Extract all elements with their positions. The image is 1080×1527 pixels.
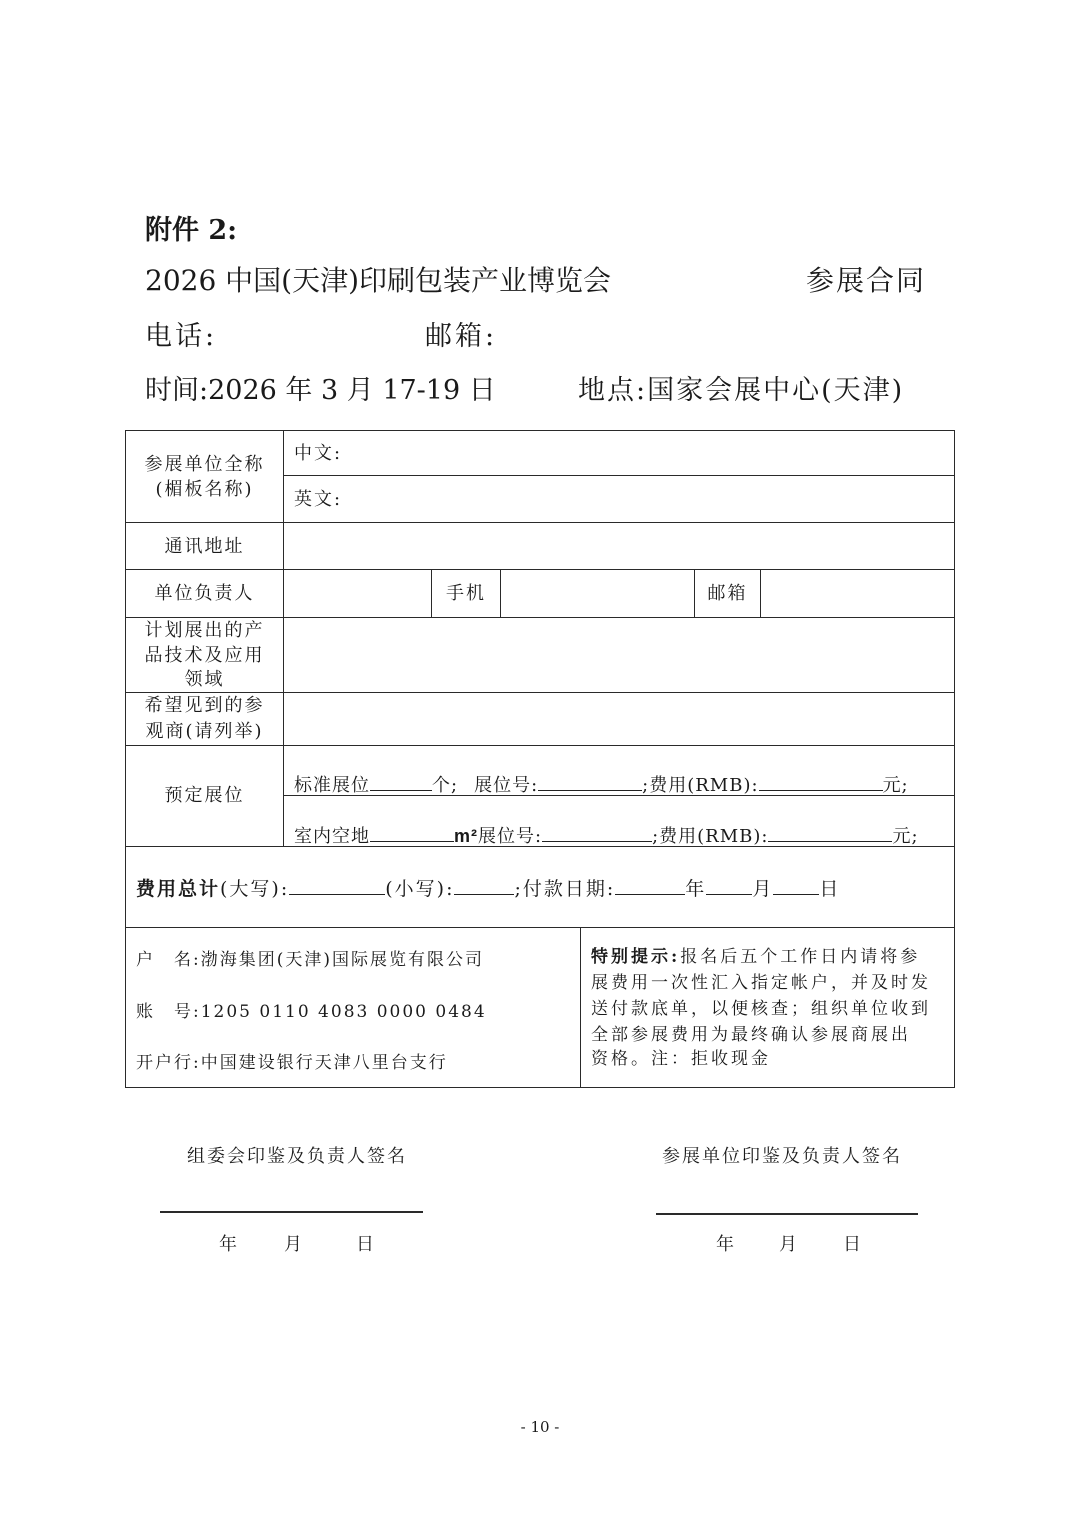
exhibitor-date-month: 月: [779, 1234, 799, 1255]
chinese-name-label: 中文:: [294, 443, 343, 464]
sqm-label: m²: [454, 826, 478, 846]
mobile-field[interactable]: [506, 575, 690, 611]
address-label: 通讯地址: [164, 536, 245, 557]
total-small-label: (小写):: [385, 878, 455, 900]
email-label: 邮箱:: [425, 321, 498, 352]
mobile-label: 手机: [446, 583, 486, 604]
exhibitor-name-label: 参展单位全称: [144, 454, 265, 475]
pay-date-label: 付款日期:: [522, 878, 616, 900]
pay-year-label: 年: [685, 878, 707, 900]
unit-ge-label: 个;: [432, 775, 459, 796]
person-in-charge-field[interactable]: [290, 575, 426, 611]
bank-branch: 开户行:中国建设银行天津八里台支行: [136, 1053, 448, 1073]
organizer-date-year: 年: [219, 1234, 239, 1255]
organizer-signature-line[interactable]: [160, 1211, 423, 1213]
booth-number-field-2[interactable]: [542, 821, 652, 842]
pay-month-field[interactable]: [706, 874, 752, 895]
fee-rmb-label-2: 费用(RMB):: [659, 826, 769, 847]
document-title: 2026 中国(天津)印刷包装产业博览会: [145, 264, 612, 297]
pay-year-field[interactable]: [615, 874, 685, 895]
pay-day-label: 日: [819, 878, 841, 900]
standard-booth-count-field[interactable]: [370, 770, 432, 791]
document-title-right: 参展合同: [806, 264, 927, 297]
products-field[interactable]: [290, 623, 948, 687]
notice-line-2: 展费用一次性汇入指定帐户，并及时发: [591, 973, 931, 993]
organizer-signature-label: 组委会印鉴及负责人签名: [187, 1146, 407, 1167]
pay-day-field[interactable]: [773, 874, 819, 895]
attachment-label: 附件 2:: [145, 215, 238, 246]
page-number: - 10 -: [520, 1418, 560, 1436]
fascia-name-label: (楣板名称): [155, 479, 254, 500]
products-label-line1: 计划展出的产: [144, 620, 265, 641]
account-name: 户 名:渤海集团(天津)国际展览有限公司: [136, 950, 484, 970]
notice-line-1: 特别提示:报名后五个工作日内请将参: [591, 947, 921, 967]
booth-number-label: 展位号:: [474, 775, 539, 796]
event-location: 地点:国家会展中心(天津): [578, 375, 905, 406]
yuan-label: 元;: [882, 775, 909, 796]
indoor-space-label: 室内空地: [294, 826, 370, 847]
visitors-label-line1: 希望见到的参: [144, 695, 265, 716]
fee-rmb-label: 费用(RMB):: [649, 775, 759, 796]
total-capital-label: (大写):: [220, 878, 290, 900]
visitors-field[interactable]: [290, 698, 948, 740]
notice-line-3: 送付款底单，以便核查；组织单位收到: [591, 999, 931, 1019]
visitors-label-line2: 观商(请列举): [145, 721, 264, 742]
total-small-field[interactable]: [454, 874, 514, 895]
person-in-charge-label: 单位负责人: [154, 583, 255, 604]
notice-label: 特别提示:: [591, 947, 681, 967]
organizer-date-day: 日: [356, 1234, 376, 1255]
notice-line-5: 资格。注：拒收现金: [591, 1049, 771, 1069]
fee-total-label: 费用总计: [136, 878, 221, 900]
pay-month-label: 月: [752, 878, 774, 900]
notice-line-4: 全部参展费用为最终确认参展商展出: [591, 1025, 911, 1045]
space-fee-field[interactable]: [768, 821, 892, 842]
indoor-space-area-field[interactable]: [370, 821, 454, 842]
total-capital-field[interactable]: [289, 874, 385, 895]
fee-total-line: 费用总计(大写): (小写): ;付款日期: 年 月 日: [136, 874, 840, 901]
organizer-date-month: 月: [284, 1234, 304, 1255]
email-field-label: 邮箱: [707, 583, 748, 604]
address-field[interactable]: [290, 528, 948, 564]
standard-booth-label: 标准展位: [294, 775, 370, 796]
account-number: 账 号:1205 0110 4083 0000 0484: [136, 1002, 487, 1022]
phone-label: 电话:: [145, 321, 218, 352]
exhibitor-signature-line[interactable]: [656, 1213, 918, 1215]
english-name-label: 英文:: [294, 489, 343, 510]
exhibitor-date-year: 年: [716, 1234, 736, 1255]
event-time: 时间:2026 年 3 月 17-19 日: [145, 375, 496, 406]
indoor-space-line: 室内空地 m²展位号: ;费用(RMB): 元;: [294, 821, 919, 848]
products-label-line3: 领域: [184, 669, 225, 690]
exhibitor-signature-label: 参展单位印鉴及负责人签名: [662, 1146, 902, 1167]
booth-number-field[interactable]: [538, 770, 642, 791]
email-field[interactable]: [766, 575, 948, 611]
exhibitor-date-day: 日: [843, 1234, 863, 1255]
english-name-field[interactable]: [345, 484, 945, 516]
products-label-line2: 品技术及应用: [144, 645, 265, 666]
booth-number-label-2: 展位号:: [478, 826, 543, 847]
chinese-name-field[interactable]: [345, 438, 945, 470]
booth-fee-field[interactable]: [759, 770, 883, 791]
standard-booth-line: 标准展位 个; 展位号: ;费用(RMB): 元;: [294, 770, 909, 797]
yuan-label-2: 元;: [892, 826, 919, 847]
booth-label: 预定展位: [164, 785, 245, 806]
